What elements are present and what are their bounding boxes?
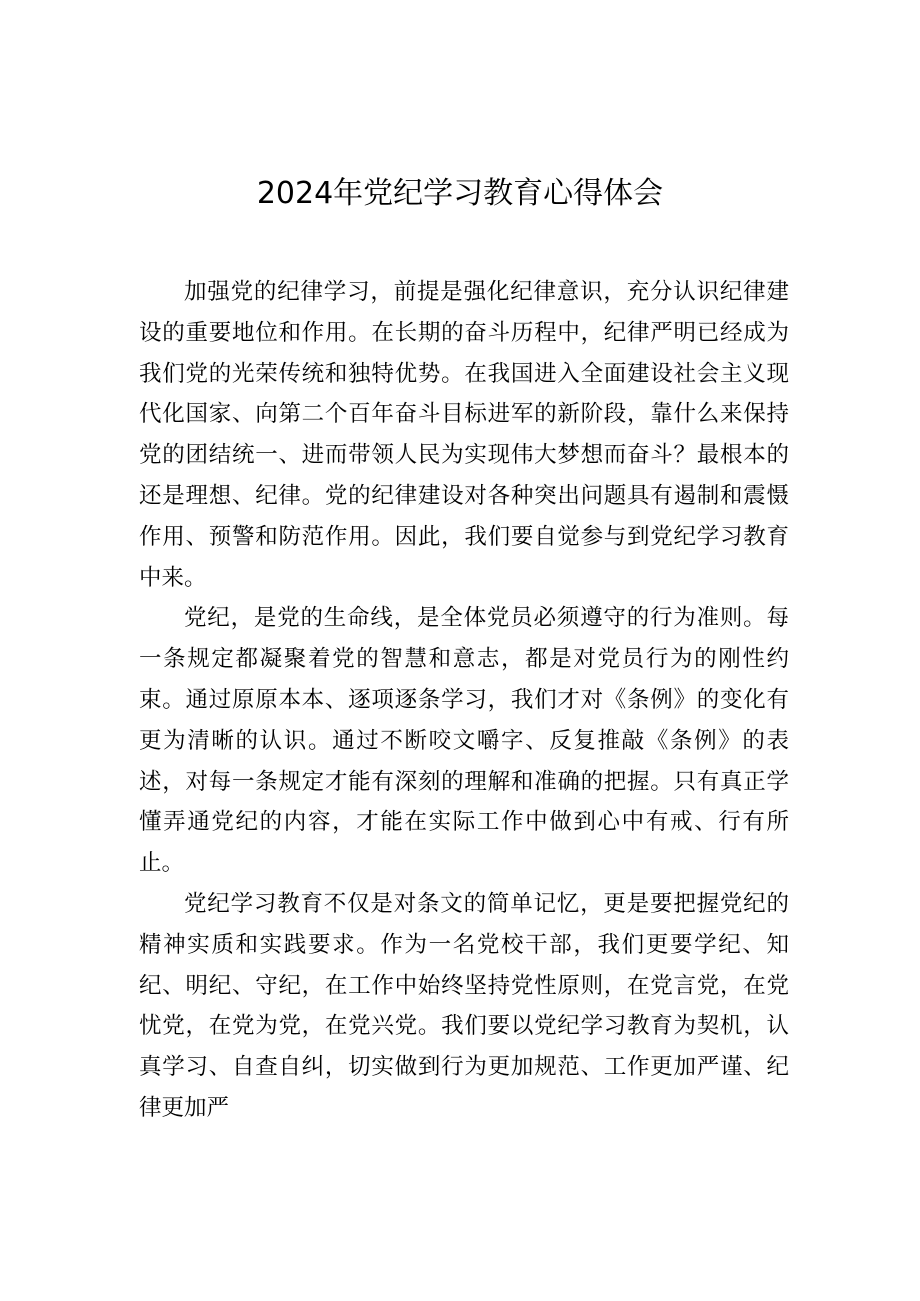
paragraph-3: 党纪学习教育不仅是对条文的简单记忆，更是要把握党纪的精神实质和实践要求。作为一名党校干部，我们更要学纪、知纪、明纪、守纪，在工作中始终坚持党性原则，在党言党，在党忧党，在党为党，在党兴党。我们要以党纪学习教育为契机，认真学习、自查自纠，切实做到行为更加规范、工作更加严谨、纪律更加严 [139, 890, 789, 1121]
document-body [139, 272, 789, 1129]
paragraph-2: 党纪，是党的生命线，是全体党员必须遵守的行为准则。每一条规定都凝聚着党的智慧和意志，都是对党员行为的刚性约束。通过原原本本、逐项逐条学习，我们才对《条例》的变化有更为清晰的认识。通过不断咬文嚼字、反复推敲《条例》的表述，对每一条规定才能有深刻的理解和准确的把握。只有真正学懂弄通党纪的内容，才能在实际工作中做到心中有戒、行有所止。 [139, 605, 789, 877]
document-title: 2024年党纪学习教育心得体会 [256, 176, 664, 211]
paragraph-1: 加强党的纪律学习，前提是强化纪律意识，充分认识纪律建设的重要地位和作用。在长期的奋斗历程中，纪律严明已经成为我们党的光荣传统和独特优势。在我国进入全面建设社会主义现代化国家、向第二个百年奋斗目标进军的新阶段，靠什么来保持党的团结统一、进而带领人民为实现伟大梦想而奋斗？最根本的还是理想、纪律。党的纪律建设对各种突出问题具有遏制和震慑作用、预警和防范作用。因此，我们要自觉参与到党纪学习教育中来。 [139, 279, 789, 591]
